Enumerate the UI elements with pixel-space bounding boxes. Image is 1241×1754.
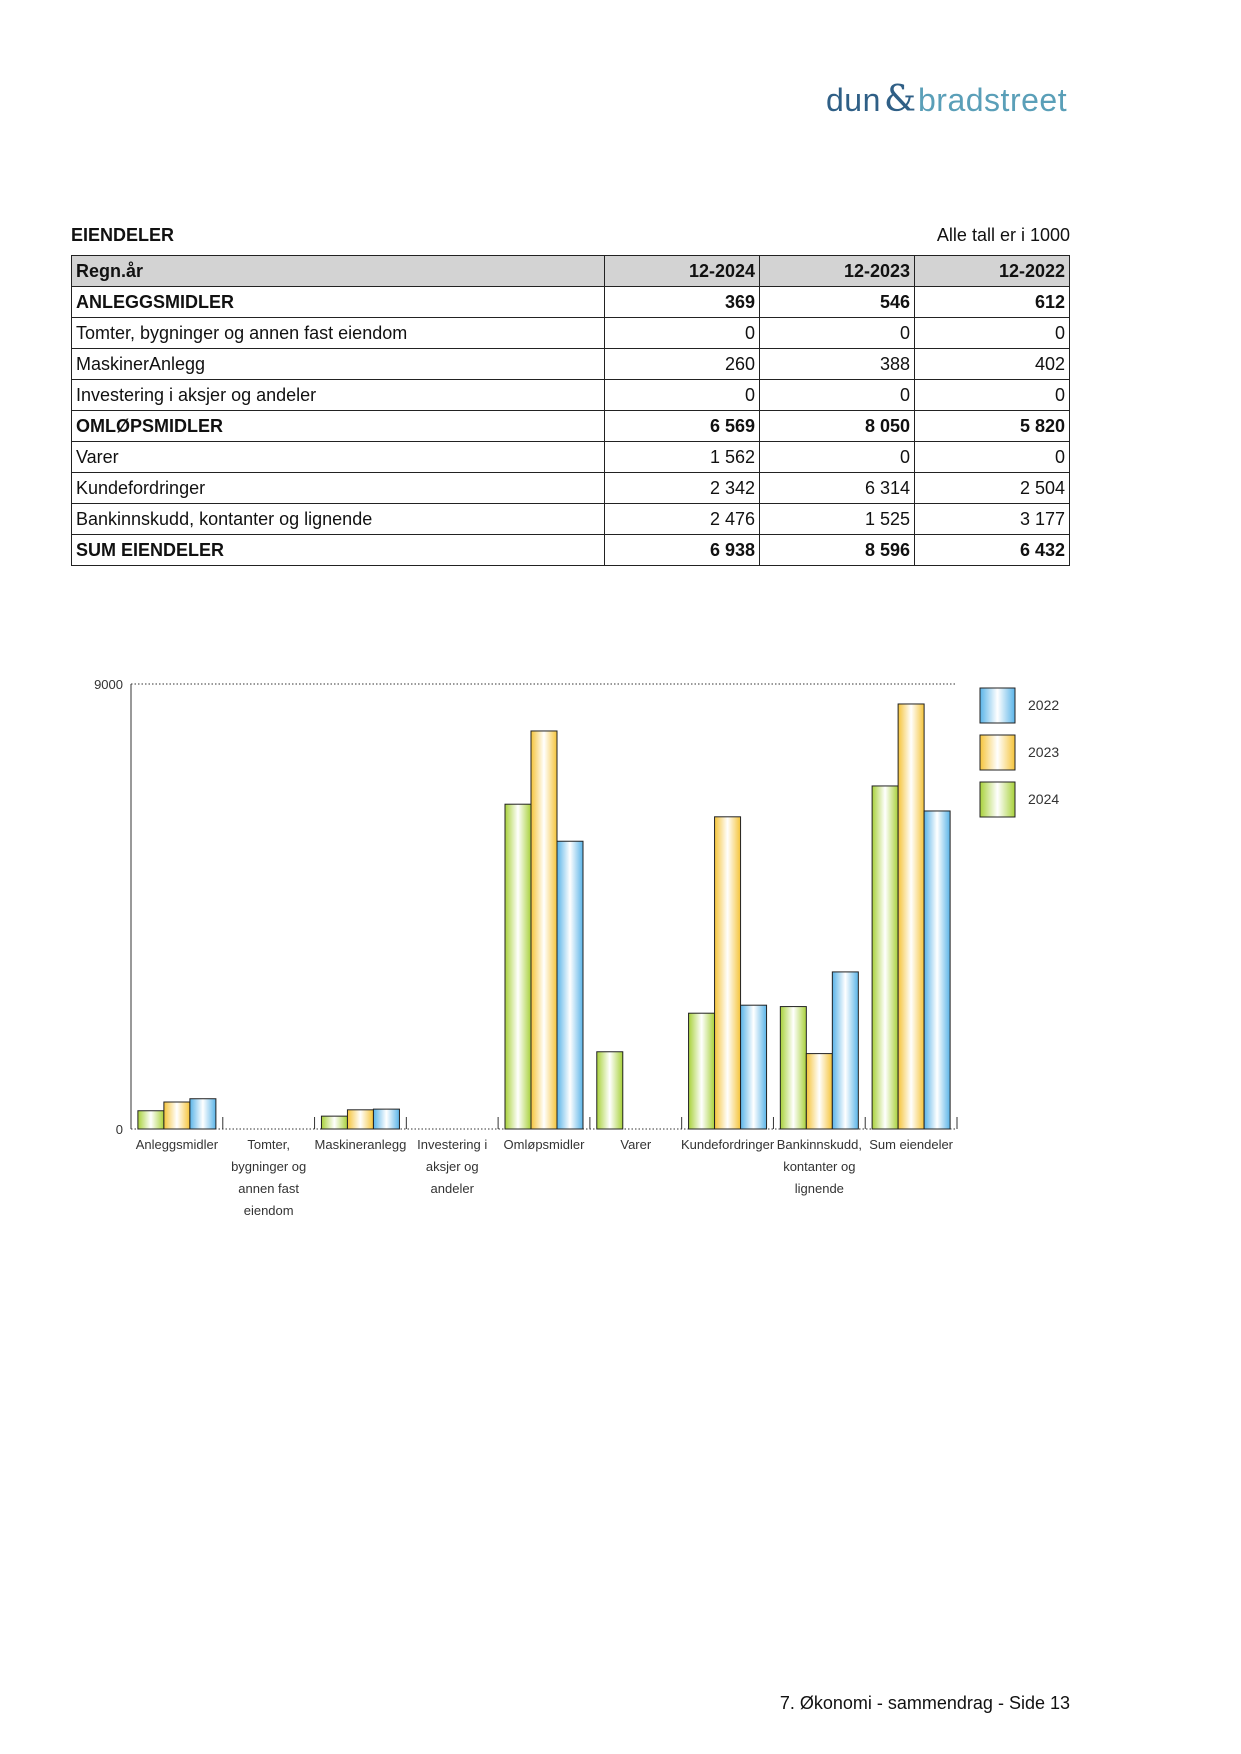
row-label: Tomter, bygninger og annen fast eiendom xyxy=(72,318,605,349)
y-tick-label: 9000 xyxy=(94,677,123,692)
unit-note: Alle tall er i 1000 xyxy=(936,225,1070,245)
row-label: ANLEGGSMIDLER xyxy=(72,287,605,318)
row-value: 0 xyxy=(760,442,915,473)
row-value: 2 504 xyxy=(915,473,1070,504)
table-row xyxy=(72,349,1070,380)
bar-2023 xyxy=(898,704,924,1129)
row-value: 0 xyxy=(915,442,1070,473)
x-category-label: lignende xyxy=(794,1181,844,1196)
row-value: 546 xyxy=(760,287,915,318)
row-value: 0 xyxy=(605,380,760,411)
row-label: Kundefordringer xyxy=(72,473,605,504)
table-row xyxy=(72,535,1070,566)
x-category-label: Varer xyxy=(620,1137,652,1152)
row-value: 6 432 xyxy=(915,535,1070,566)
header-2024: 12-2024 xyxy=(605,256,760,287)
bar-2022 xyxy=(373,1109,399,1129)
bar-2024 xyxy=(505,804,531,1129)
row-value: 5 820 xyxy=(915,411,1070,442)
page-footer: 7. Økonomi - sammendrag - Side 13 xyxy=(779,1693,1070,1713)
section-title: EIENDELER xyxy=(71,225,175,245)
bar-2024 xyxy=(321,1116,347,1129)
table-row xyxy=(72,287,1070,318)
logo-text-bradstreet: bradstreet xyxy=(918,82,1068,118)
dun-bradstreet-logo xyxy=(826,78,1066,122)
row-value: 3 177 xyxy=(915,504,1070,535)
legend-swatch-2024 xyxy=(980,782,1015,817)
x-category-label: annen fast xyxy=(238,1181,300,1196)
row-label: SUM EIENDELER xyxy=(72,535,605,566)
row-value: 369 xyxy=(605,287,760,318)
table-row xyxy=(72,504,1070,535)
x-category-label: kontanter og xyxy=(783,1159,856,1174)
table-row xyxy=(72,411,1070,442)
row-value: 2 476 xyxy=(605,504,760,535)
bar-2023 xyxy=(806,1054,832,1129)
x-category-label: bygninger og xyxy=(231,1159,307,1174)
bar-2024 xyxy=(597,1052,623,1129)
row-value: 8 596 xyxy=(760,535,915,566)
x-category-label: Maskineranlegg xyxy=(314,1137,407,1152)
legend-label-2023: 2023 xyxy=(1028,744,1060,760)
header-regnaar: Regn.år xyxy=(72,256,605,287)
header-2022: 12-2022 xyxy=(915,256,1070,287)
bar-2022 xyxy=(190,1099,216,1129)
bar-2022 xyxy=(741,1005,767,1129)
row-value: 402 xyxy=(915,349,1070,380)
row-value: 6 314 xyxy=(760,473,915,504)
legend-label-2022: 2022 xyxy=(1028,697,1060,713)
logo-text-dun: dun xyxy=(826,82,881,118)
row-value: 260 xyxy=(605,349,760,380)
table-row xyxy=(72,380,1070,411)
row-value: 2 342 xyxy=(605,473,760,504)
row-value: 0 xyxy=(915,380,1070,411)
x-category-label: eiendom xyxy=(243,1203,294,1218)
assets-bar-chart xyxy=(0,660,1241,1260)
bar-2023 xyxy=(531,731,557,1129)
bar-2024 xyxy=(872,786,898,1129)
row-value: 0 xyxy=(760,318,915,349)
legend-swatch-2023 xyxy=(980,735,1015,770)
row-value: 6 569 xyxy=(605,411,760,442)
bar-2024 xyxy=(780,1007,806,1129)
x-category-label: Investering i xyxy=(417,1137,488,1152)
x-category-label: Kundefordringer xyxy=(680,1137,775,1152)
row-label: Bankinnskudd, kontanter og lignende xyxy=(72,504,605,535)
row-value: 0 xyxy=(915,318,1070,349)
row-label: Investering i aksjer og andeler xyxy=(72,380,605,411)
row-value: 1 562 xyxy=(605,442,760,473)
table-row xyxy=(72,442,1070,473)
legend-swatch-2022 xyxy=(980,688,1015,723)
logo-ampersand: & xyxy=(884,79,917,120)
row-label: Varer xyxy=(72,442,605,473)
header-2023: 12-2023 xyxy=(760,256,915,287)
x-category-label: Omløpsmidler xyxy=(503,1137,585,1152)
row-value: 8 050 xyxy=(760,411,915,442)
bar-2022 xyxy=(832,972,858,1129)
table-header-row xyxy=(72,256,1070,287)
bar-2024 xyxy=(138,1111,164,1129)
bar-2023 xyxy=(347,1110,373,1129)
x-category-label: andeler xyxy=(430,1181,474,1196)
bar-2022 xyxy=(557,841,583,1129)
table-row xyxy=(72,318,1070,349)
row-value: 1 525 xyxy=(760,504,915,535)
row-value: 0 xyxy=(605,318,760,349)
row-label: OMLØPSMIDLER xyxy=(72,411,605,442)
x-category-label: Sum eiendeler xyxy=(869,1137,954,1152)
row-value: 6 938 xyxy=(605,535,760,566)
bar-2023 xyxy=(164,1102,190,1129)
legend-label-2024: 2024 xyxy=(1028,791,1060,807)
assets-table xyxy=(71,255,1070,566)
x-category-label: aksjer og xyxy=(425,1159,479,1174)
bar-2023 xyxy=(715,817,741,1129)
x-category-label: Tomter, xyxy=(247,1137,290,1152)
assets-table-body xyxy=(72,287,1070,566)
row-label: MaskinerAnlegg xyxy=(72,349,605,380)
x-category-label: Bankinnskudd, xyxy=(776,1137,862,1152)
row-value: 388 xyxy=(760,349,915,380)
bar-2022 xyxy=(924,811,950,1129)
row-value: 612 xyxy=(915,287,1070,318)
table-row xyxy=(72,473,1070,504)
y-tick-label: 0 xyxy=(115,1122,123,1137)
row-value: 0 xyxy=(760,380,915,411)
bar-2024 xyxy=(689,1013,715,1129)
x-category-label: Anleggsmidler xyxy=(135,1137,219,1152)
